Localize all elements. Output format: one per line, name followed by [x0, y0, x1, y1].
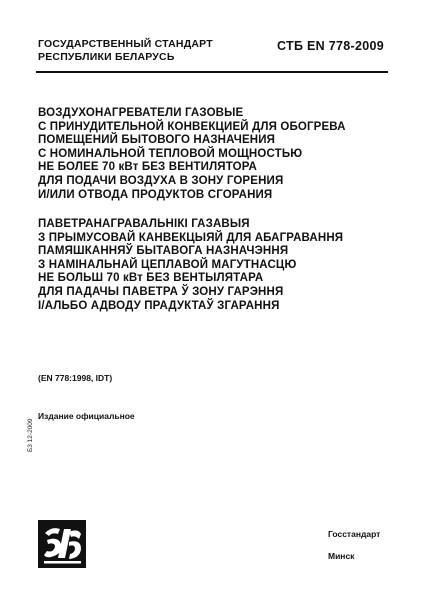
title-by-line: ДЛЯ ПАДАЧЫ ПАВЕТРА Ў ЗОНУ ГАРЭННЯ	[38, 285, 284, 298]
title-by-line: ПАВЕТРАНАГРАВАЛЬНІКІ ГАЗАВЫЯ	[38, 218, 250, 230]
title-ru-line: ДЛЯ ПОДАЧИ ВОЗДУХА В ЗОНУ ГОРЕНИЯ	[38, 174, 284, 187]
title-ru-line: С ПРИНУДИТЕЛЬНОЙ КОНВЕКЦИЕЙ ДЛЯ ОБОГРЕВА	[38, 120, 346, 133]
publication-city: Минск	[328, 551, 355, 561]
title-by-line: З НАМІНАЛЬНАЙ ЦЕПЛАВОЙ МАГУТНАСЦЮ	[38, 258, 297, 271]
en-reference: (EN 778:1998, IDT)	[38, 373, 113, 383]
title-ru-line: ВОЗДУХОНАГРЕВАТЕЛИ ГАЗОВЫЕ	[38, 107, 244, 119]
authority-line-1: ГОСУДАРСТВЕННЫЙ СТАНДАРТ	[38, 38, 213, 50]
issuing-authority	[38, 38, 213, 64]
title-by-line: ПАМЯШКАННЯЎ БЫТАВОГА НАЗНАЧЭННЯ	[38, 245, 289, 258]
official-edition-label: Издание официальное	[38, 411, 135, 421]
side-stamp: Б3 12-2009	[27, 418, 34, 452]
authority-line-2: РЕСПУБЛИКИ БЕЛАРУСЬ	[38, 51, 175, 63]
title-ru-line: С НОМИНАЛЬНОЙ ТЕПЛОВОЙ МОЩНОСТЬЮ	[38, 147, 303, 160]
title-ru-line: И/ИЛИ ОТВОДА ПРОДУКТОВ СГОРАНИЯ	[38, 188, 273, 201]
title-by-line: З ПРЫМУСОВАЙ КАНВЕКЦЫЯЙ ДЛЯ АБАГРАВАННЯ	[38, 231, 344, 244]
title-ru-line: НЕ БОЛЕЕ 70 кВт БЕЗ ВЕНТИЛЯТОРА	[38, 161, 257, 174]
header-divider	[36, 71, 388, 73]
title-ru-line: ПОМЕЩЕНИЙ БЫТОВОГО НАЗНАЧЕНИЯ	[38, 134, 276, 147]
standard-designation: СТБ EN 778-2009	[277, 39, 384, 53]
publisher-name: Госстандарт	[328, 529, 381, 539]
title-by-line: НЕ БОЛЬШ 70 кВт БЕЗ ВЕНТЫЛЯТАРА	[38, 272, 264, 285]
title-russian	[38, 107, 346, 202]
stb-logo-icon	[38, 520, 86, 568]
title-belarusian	[38, 218, 343, 313]
title-by-line: І/АЛЬБО АДВОДУ ПРАДУКТАЎ ЗГАРАННЯ	[38, 299, 280, 312]
